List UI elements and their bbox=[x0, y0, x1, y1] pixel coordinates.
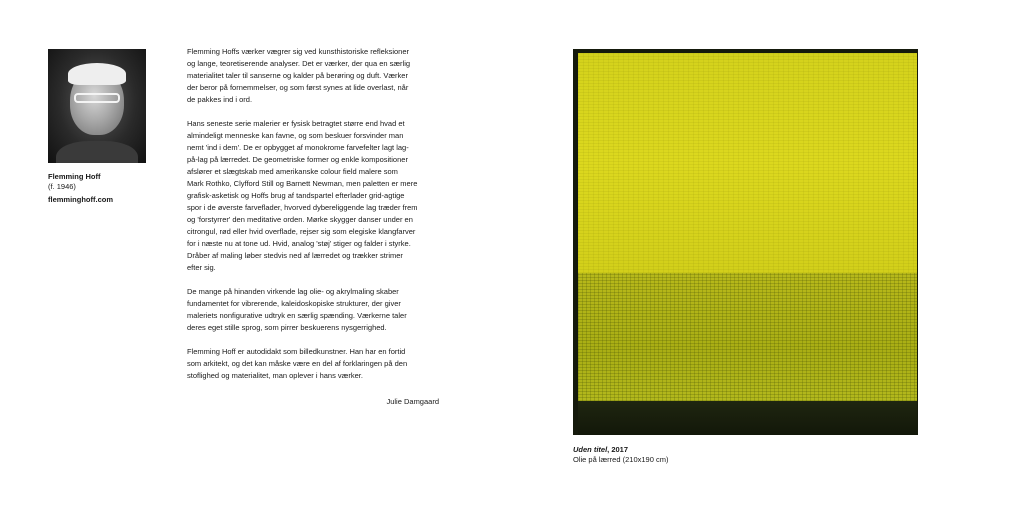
painting-upper-field bbox=[578, 53, 917, 273]
artwork-title: Uden titel bbox=[573, 445, 608, 454]
artwork-year: , 2017 bbox=[607, 445, 629, 454]
artist-website-link[interactable]: flemminghoff.com bbox=[48, 195, 113, 204]
artwork-image bbox=[573, 49, 918, 435]
painting-bottom-field bbox=[578, 401, 917, 435]
portrait-glasses bbox=[74, 93, 120, 103]
essay-text bbox=[187, 46, 449, 394]
portrait-shirt bbox=[56, 141, 138, 163]
artist-portrait bbox=[48, 49, 146, 163]
artwork-caption-title bbox=[573, 445, 628, 455]
essay-author: Julie Damgaard bbox=[386, 397, 439, 406]
essay-paragraph-2: Hans seneste serie malerier er fysisk betragtet større end hvad et almindeligt menneske kan favne, og som beskuer forsvinder man nemt 'ind i dem'. De er opbygget af monokrome farvefelter lagt lag- på-lag på lærredet. De geometriske former og enkle kompositioner afslører et slægtskab med amerikanske colour field malere som Mark Rothko, Clyfford Still og Barnett Newman, men paletten er mere grafisk-asketisk og Hoffs brug af tandspartel efterlader grid-agtige spor i de øverste farveflader, hvorved dybereliggende lag træder frem og 'forstyrrer' den meditative orden. Mørke skygger danser under en citrongul, rød eller hvid overflade, rejser sig som elegiske klangfarver for i næste nu at tone ud. Hvid, analog 'støj' stiger og falder i styrke. Dråber af maling løber stedvis ned af lærredet og trækker strimer efter sig. bbox=[187, 119, 418, 272]
essay-paragraph-1: Flemming Hoffs værker vægrer sig ved kunsthistoriske refleksioner og lange, teoretiserende analyser. Det er værker, der qua en særlig materialitet taler til sanserne og kalder på berøring og duft. Værker der beror på fornemmelser, og som først synes at lide overlast, når de pakkes ind i ord. bbox=[187, 47, 411, 104]
artwork-medium: Olie på lærred (210x190 cm) bbox=[573, 455, 669, 464]
artist-birth-year: (f. 1946) bbox=[48, 182, 76, 191]
painting-middle-field bbox=[578, 273, 917, 401]
essay-paragraph-4: Flemming Hoff er autodidakt som billedkunstner. Han har en fortid som arkitekt, og det kan måske være en del af forklaringen på den stoflighed og materialitet, man oplever i hans værker. bbox=[187, 347, 408, 380]
essay-paragraph-3: De mange på hinanden virkende lag olie- og akrylmaling skaber fundamentet for vibrerende, kaleidoskopiske strukturer, der giver maleriets nonfigurative udtryk en særlig spænding. Værkerne taler deres eget stille sprog, som pirrer beskuerens nysgerrighed. bbox=[187, 287, 407, 332]
artist-name: Flemming Hoff bbox=[48, 172, 101, 181]
portrait-hair bbox=[68, 63, 126, 85]
